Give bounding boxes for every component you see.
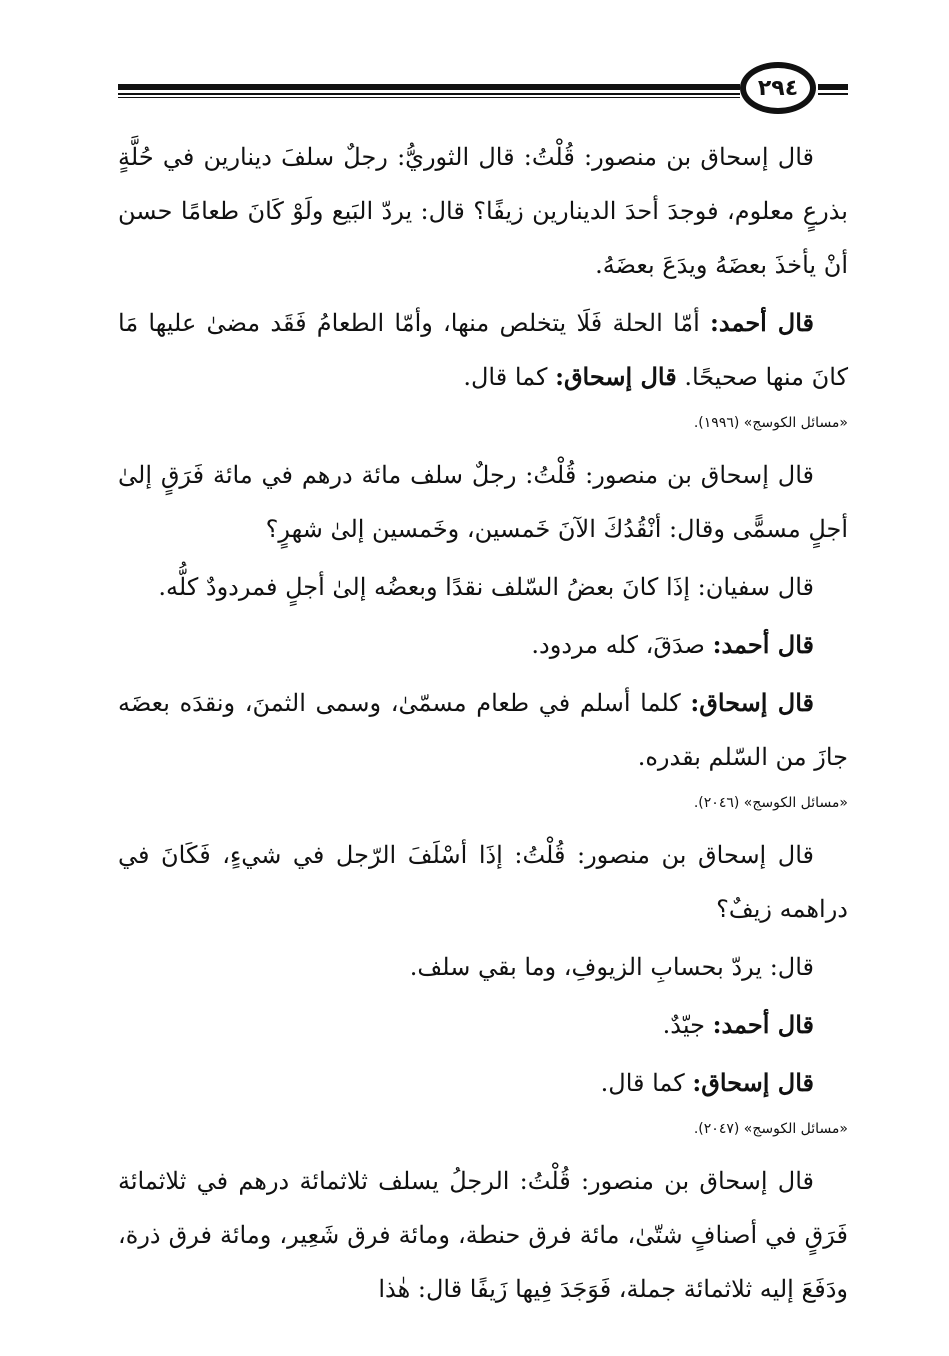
paragraph-text: صدَقَ، كله مردود.: [531, 631, 713, 659]
paragraph-text: قال إسحاق بن منصور: قُلْتُ: إذَا أسْلَفَ الرّجل في شيءٍ، فَكَانَ في دراهمه زيفٌ؟: [118, 841, 848, 923]
paragraph: [118, 940, 848, 994]
paragraph-text: كلما أسلم في طعام مسمّىٰ، وسمى الثمنَ، ونقدَه بعضَه جازَ من السّلم بقدره.: [118, 689, 848, 771]
speaker-label: قال إسحاق:: [555, 362, 677, 391]
speaker-label: قال أحمد:: [710, 308, 814, 337]
paragraph-text: كما قال.: [463, 363, 556, 391]
paragraph: [118, 448, 848, 556]
paragraph: [118, 296, 848, 404]
paragraph: [118, 130, 848, 292]
paragraph: [118, 676, 848, 784]
speaker-label: قال أحمد:: [712, 1010, 814, 1039]
page-header: [118, 58, 840, 118]
paragraph: [118, 560, 848, 614]
header-rule: [118, 97, 740, 98]
header-rule: [818, 84, 848, 90]
speaker-label: قال أحمد:: [712, 630, 814, 659]
page-content: [118, 130, 848, 1320]
page-number: ٢٩٤: [757, 75, 799, 101]
paragraph-text: أمّا الحلة فَلَا يتخلص منها، وأمّا الطعامُ فَقَد مضىٰ عليها مَا كانَ منها صحيحًا.: [118, 309, 848, 391]
header-rule: [818, 93, 848, 95]
source-citation: «مسائل الكوسج» (٢٠٤٦).: [693, 795, 848, 811]
paragraph-text: قال إسحاق بن منصور: قُلْتُ: الرجلُ يسلف ثلاثمائة درهم في ثلاثمائة فَرَقٍ في أصنافٍ شتّىٰ، مائة فرق حنطة، ومائة فرق شَعِير، ومائة فرق ذرة، ودَفَعَ إليه ثلاثمائة جملة، فَوَجَدَ فِيها زَيفًا قال: هٰذا: [118, 1167, 848, 1303]
paragraph-text: قال: يردّ بحسابِ الزيوفِ، وما بقي سلف.: [409, 953, 814, 981]
paragraph: [118, 998, 848, 1052]
source-citation: «مسائل الكوسج» (٢٠٤٧).: [693, 1121, 848, 1137]
header-rule: [118, 84, 740, 90]
paragraph-text: قال سفيان: إذَا كانَ بعضُ السّلف نقدًا وبعضُه إلىٰ أجلٍ فمردودٌ كلُّه.: [158, 573, 814, 601]
header-rule: [118, 93, 740, 95]
source-citation: «مسائل الكوسج» (١٩٩٦).: [693, 415, 848, 431]
paragraph-text: قال إسحاق بن منصور: قُلْتُ: قال الثوريُّ: رجلٌ سلفَ دينارين في حُلَّةٍ بذرعٍ معلوم، فوجدَ أحدَ الدينارين زيفًا؟ قال: يردّ البَيع ولَوْ كَانَ طعامًا حسن أنْ يأخذَ بعضَهُ ويدَعَ بعضَهُ.: [118, 143, 848, 279]
speaker-label: قال إسحاق:: [692, 1068, 814, 1097]
speaker-label: قال إسحاق:: [690, 688, 815, 717]
paragraph: [118, 618, 848, 672]
page-number-frame: [740, 62, 816, 114]
paragraph-text: جيّدٌ.: [662, 1011, 713, 1039]
paragraph-text: كما قال.: [600, 1069, 693, 1097]
paragraph: [118, 1154, 848, 1316]
paragraph-text: قال إسحاق بن منصور: قُلْتُ: رجلٌ سلف مائة درهم في مائة فَرَقٍ إلىٰ أجلٍ مسمًّى وقال: أنْقُدُكَ الآنَ خَمسين، وخَمسين إلىٰ شهرٍ؟: [118, 461, 848, 543]
paragraph: [118, 1056, 848, 1110]
paragraph: [118, 828, 848, 936]
